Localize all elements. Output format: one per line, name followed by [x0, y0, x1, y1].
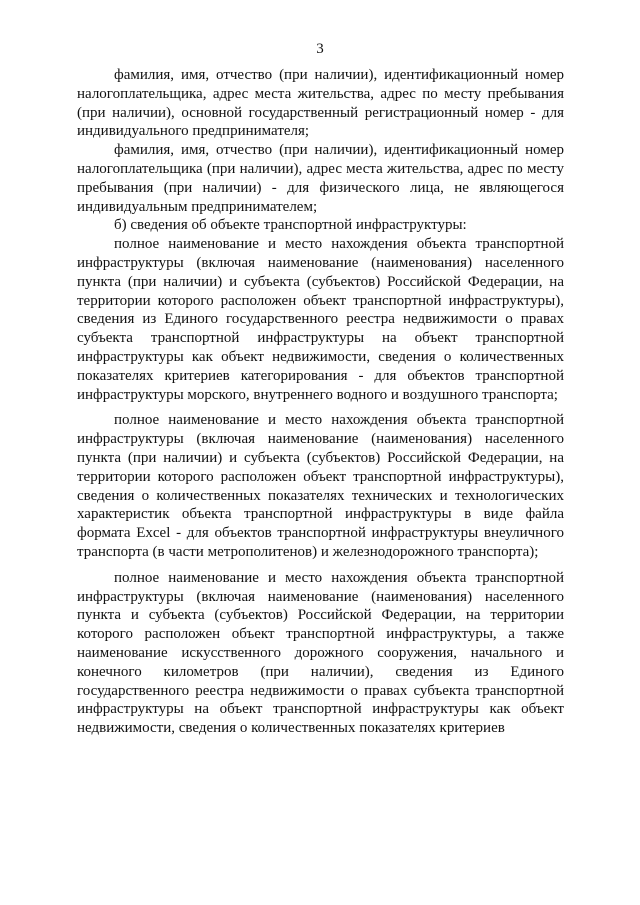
- paragraph-sea-water-air-transport: полное наименование и место нахождения объекта транспортной инфраструктуры (включая наименование (наименования) населенного пункта (при наличии) и субъекта (субъектов) Российской Федерации, на территории которого расположен объект транспортной инфраструктуры), сведения из Единого государственного реестра недвижимости о правах субъекта транспортной инфраструктуры на объект транспортной инфраструктуры как объект недвижимости, сведения о количественных показателях критериев категорирования - для объектов транспортной инфраструктуры морского, внутреннего водного и воздушного транспорта;: [77, 236, 564, 403]
- paragraph-object-info-heading: б) сведения об объекте транспортной инфраструктуры:: [114, 217, 467, 234]
- paragraph-metro-railway-transport: полное наименование и место нахождения объекта транспортной инфраструктуры (включая наименование (наименования) населенного пункта (при наличии) и субъекта (субъектов) Российской Федерации, на территории которого расположен объект транспортной инфраструктуры), сведения о количественных показателях технических и технологических характеристик объекта транспортной инфраструктуры в виде файла формата Excel - для объектов транспортной инфраструктуры внеуличного транспорта (в части метрополитенов) и железнодорожного транспорта);: [77, 412, 564, 560]
- paragraph-natural-person: фамилия, имя, отчество (при наличии), идентификационный номер налогоплательщика (при наличии), адрес места жительства, адрес по месту пребывания (при наличии) - для физического лица, не являющегося индивидуальным предпринимателем;: [77, 142, 564, 215]
- paragraph-road-structures: полное наименование и место нахождения объекта транспортной инфраструктуры (включая наименование (наименования) населенного пункта и субъекта (субъектов) Российской Федерации, на территории которого расположен объект транспортной инфраструктуры, а также наименование искусственного дорожного сооружения, начального и конечного километров (при наличии), сведения из Единого государственного реестра недвижимости о правах субъекта транспортной инфраструктуры на объект транспортной инфраструктуры как объект недвижимости, сведения о количественных показателях критериев: [77, 569, 564, 737]
- page-number: 3: [316, 41, 324, 57]
- paragraph-individual-entrepreneur: фамилия, имя, отчество (при наличии), идентификационный номер налогоплательщика, адрес места жительства, адрес по месту пребывания (при наличии), основной государственный регистрационный номер - для индивидуального предпринимателя;: [77, 67, 564, 140]
- document-body: [77, 66, 564, 738]
